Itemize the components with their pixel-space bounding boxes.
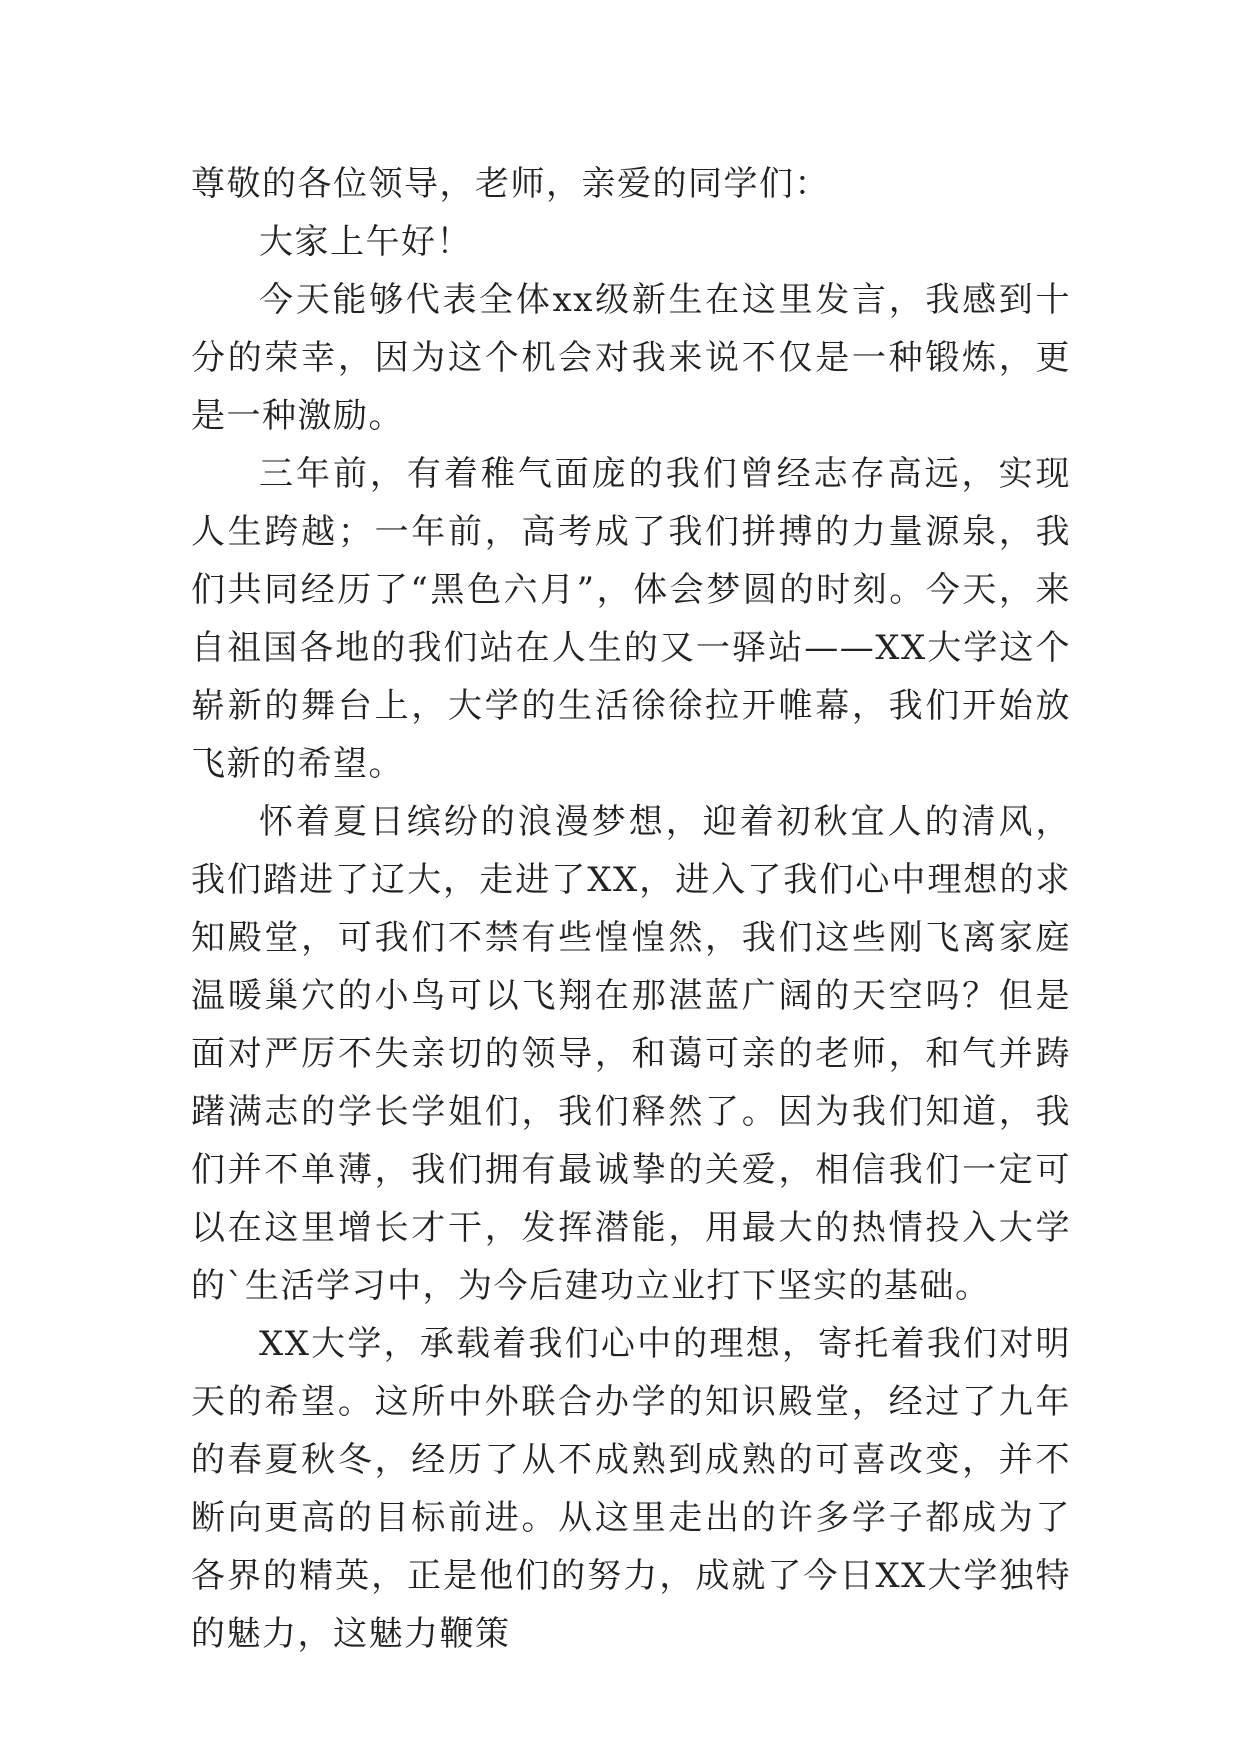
paragraph-opening: 大家上午好！	[259, 222, 472, 262]
speech-body	[191, 155, 1071, 1663]
paragraph-summer-dream: 怀着夏日缤纷的浪漫梦想，迎着初秋宜人的清风，我们踏进了辽大，走进了XX，进入了我们心中理想的求知殿堂，可我们不禁有些惶惶然，我们这些刚飞离家庭温暖巢穴的小鸟可以飞翔在那湛蓝广阔的天空吗？但是面对严厉不失亲切的领导，和蔼可亲的老师，和气并踌躇满志的学长学姐们，我们释然了。因为我们知道，我们并不单薄，我们拥有最诚挚的关爱，相信我们一定可以在这里增长才干，发挥潜能，用最大的热情投入大学的`生活学习中，为今后建功立业打下坚实的基础。	[191, 802, 1071, 1306]
greeting-line: 尊敬的各位领导，老师，亲爱的同学们：	[191, 164, 830, 204]
paragraph-university: XX大学，承载着我们心中的理想，寄托着我们对明天的希望。这所中外联合办学的知识殿堂，经过了九年的春夏秋冬，经历了从不成熟到成熟的可喜改变，并不断向更高的目标前进。从这里走出的许多学子都成为了各界的精英，正是他们的努力，成就了今日XX大学独特的魅力，这魅力鞭策	[191, 1324, 1071, 1654]
paragraph-honor: 今天能够代表全体xx级新生在这里发言，我感到十分的荣幸，因为这个机会对我来说不仅是一种锻炼，更是一种激励。	[191, 280, 1071, 436]
paragraph-three-years-ago: 三年前，有着稚气面庞的我们曾经志存高远，实现人生跨越；一年前，高考成了我们拼搏的力量源泉，我们共同经历了“黑色六月”，体会梦圆的时刻。今天，来自祖国各地的我们站在人生的又一驿站——XX大学这个崭新的舞台上，大学的生活徐徐拉开帷幕，我们开始放飞新的希望。	[191, 454, 1071, 784]
